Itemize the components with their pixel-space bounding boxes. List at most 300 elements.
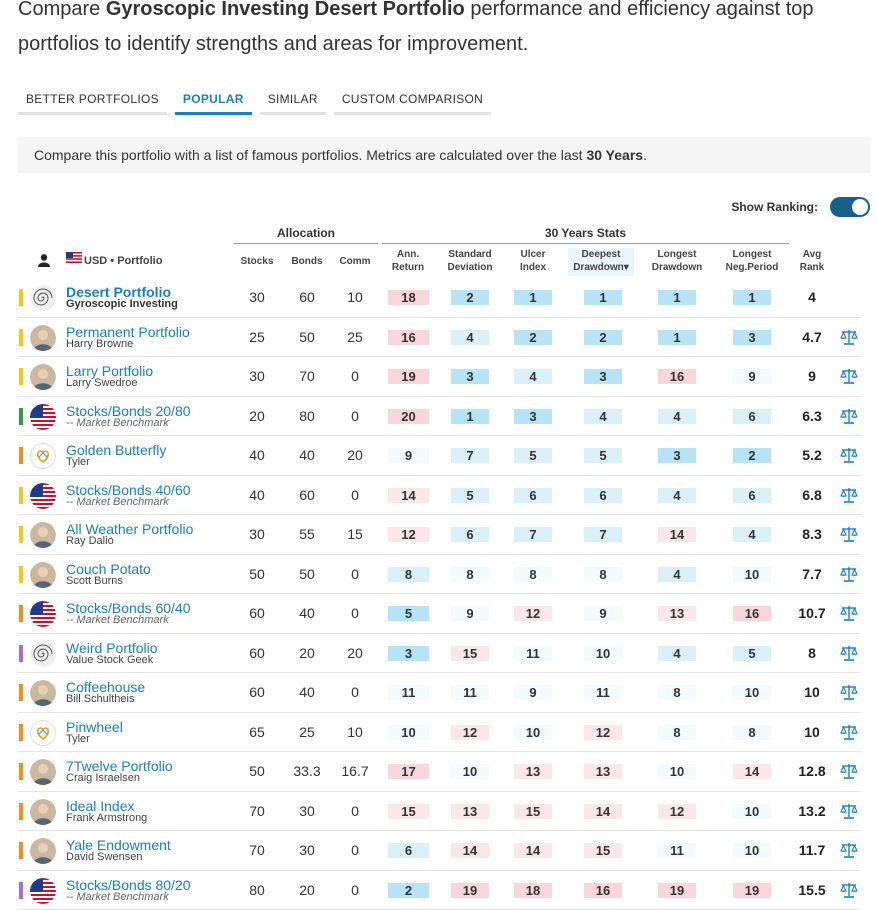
deepest-drawdown-rank: 10: [584, 646, 622, 661]
std-dev-rank: 11: [451, 685, 489, 700]
rating-bar: [19, 842, 23, 859]
info-banner: [18, 137, 870, 173]
table-header: [18, 248, 861, 280]
avg-rank-value: 4.7: [798, 318, 826, 356]
bonds-value: 60: [284, 476, 330, 514]
longest-neg-period-rank: 14: [733, 764, 771, 779]
portfolio-avatar-icon: [30, 799, 56, 825]
avg-rank-value: 10.7: [798, 594, 826, 632]
std-dev-rank: 15: [451, 646, 489, 661]
portfolio-avatar-icon: [30, 522, 56, 548]
portfolio-author: -- Market Benchmark: [66, 614, 169, 626]
avg-rank-line1: Avg: [792, 248, 832, 261]
rating-bar: [19, 289, 23, 306]
rating-bar: [19, 408, 23, 425]
ulcer-index-line1: Ulcer: [508, 248, 558, 261]
portfolio-author: Craig Israelsen: [66, 772, 140, 784]
longest-drawdown-line1: Longest: [645, 248, 709, 261]
portfolio-author: Tyler: [66, 733, 90, 745]
avg-rank-value: 15.5: [798, 871, 826, 909]
table-row: [18, 555, 861, 595]
portfolio-column-header: USD • Portfolio: [84, 255, 162, 268]
rating-bar: [19, 526, 23, 543]
tab-custom-comparison[interactable]: CUSTOM COMPARISON: [334, 90, 491, 115]
ann-return-rank: 15: [388, 804, 429, 819]
compare-scale-icon[interactable]: [840, 842, 858, 858]
ann-return-rank: 18: [388, 290, 429, 305]
rating-bar: [19, 447, 23, 464]
std-dev-rank: 7: [451, 448, 489, 463]
table-row: [18, 752, 861, 792]
deepest-drawdown-line1: Deepest: [568, 248, 634, 261]
compare-scale-icon[interactable]: [840, 605, 858, 621]
bonds-value: 40: [284, 594, 330, 632]
portfolio-author: -- Market Benchmark: [66, 891, 169, 903]
portfolio-avatar-icon: [30, 404, 56, 430]
ann-return-rank: 12: [388, 527, 429, 542]
table-row: [18, 476, 861, 516]
longest-drawdown-rank: 4: [658, 409, 696, 424]
portfolio-author: David Swensen: [66, 851, 142, 863]
std-dev-rank: 10: [451, 764, 489, 779]
rating-bar: [19, 724, 23, 741]
std-dev-rank: 9: [451, 606, 489, 621]
portfolio-name-link[interactable]: Yale Endowment: [66, 837, 171, 853]
ulcer-index-rank: 12: [514, 606, 552, 621]
table-row: [18, 673, 861, 713]
std-dev-rank: 3: [451, 369, 489, 384]
longest-drawdown-rank: 16: [658, 369, 696, 384]
toggle-knob: [852, 199, 868, 215]
comm-value: 0: [332, 792, 378, 830]
portfolio-label: Portfolio: [117, 255, 162, 267]
std-dev-rank: 1: [451, 409, 489, 424]
bonds-value: 20: [284, 871, 330, 909]
table-row: [18, 713, 861, 753]
deepest-drawdown-header[interactable]: [568, 248, 634, 276]
comm-value: 20: [332, 634, 378, 672]
portfolio-avatar-icon: [30, 443, 56, 469]
bonds-value: 50: [284, 318, 330, 356]
std-dev-rank: 6: [451, 527, 489, 542]
portfolio-avatar-icon: [30, 759, 56, 785]
longest-drawdown-header[interactable]: [645, 248, 709, 274]
portfolio-name-link[interactable]: 7Twelve Portfolio: [66, 758, 173, 774]
longest-neg-period-rank: 5: [733, 646, 771, 661]
ulcer-index-rank: 2: [514, 330, 552, 345]
portfolio-name-link[interactable]: Permanent Portfolio: [66, 324, 190, 340]
ann-return-rank: 11: [388, 685, 429, 700]
comm-value: 0: [332, 871, 378, 909]
comm-value: 20: [332, 436, 378, 474]
compare-scale-icon[interactable]: [840, 368, 858, 384]
std-dev-rank: 4: [451, 330, 489, 345]
longest-neg-period-rank: 10: [733, 567, 771, 582]
portfolio-name-link[interactable]: Stocks/Bonds 40/60: [66, 482, 191, 498]
stocks-value: 30: [234, 278, 280, 316]
portfolio-author: Ray Dalio: [66, 535, 114, 547]
longest-drawdown-rank: 1: [658, 330, 696, 345]
ulcer-index-rank: 13: [514, 764, 552, 779]
longest-drawdown-rank: 4: [658, 488, 696, 503]
deepest-drawdown-rank: 5: [584, 448, 622, 463]
user-icon: [38, 254, 50, 267]
ann-return-rank: 2: [388, 883, 429, 898]
portfolio-avatar-icon: [30, 285, 56, 311]
deepest-drawdown-rank: 2: [584, 330, 622, 345]
ulcer-index-rank: 15: [514, 804, 552, 819]
std-dev-line2: Deviation: [440, 261, 500, 274]
compare-scale-icon[interactable]: [840, 763, 858, 779]
portfolio-author: Bill Schultheis: [66, 693, 134, 705]
std-dev-rank: 14: [451, 843, 489, 858]
comm-value: 0: [332, 357, 378, 395]
portfolio-avatar-icon: [30, 680, 56, 706]
comm-value: 15: [332, 515, 378, 553]
show-ranking-toggle[interactable]: [830, 197, 870, 217]
ulcer-index-rank: 18: [514, 883, 552, 898]
intro-portfolio-name: Gyroscopic Investing Desert Portfolio: [106, 0, 465, 20]
avg-rank-value: 6.8: [798, 476, 826, 514]
table-row: [18, 318, 861, 358]
ann-return-line2: Return: [383, 261, 433, 274]
comm-value: 10: [332, 713, 378, 751]
longest-drawdown-rank: 12: [658, 804, 696, 819]
longest-neg-period-rank: 8: [733, 725, 771, 740]
portfolio-author: Larry Swedroe: [66, 377, 138, 389]
table-row: [18, 871, 861, 910]
longest-drawdown-rank: 8: [658, 725, 696, 740]
portfolio-name-link[interactable]: Pinwheel: [66, 719, 123, 735]
comm-value: 10: [332, 278, 378, 316]
ann-return-rank: 9: [388, 448, 429, 463]
longest-drawdown-rank: 4: [658, 567, 696, 582]
portfolio-avatar-icon: [30, 483, 56, 509]
portfolio-name-link[interactable]: Stocks/Bonds 20/80: [66, 403, 191, 419]
rating-bar: [19, 487, 23, 504]
stocks-value: 65: [234, 713, 280, 751]
rating-bar: [19, 566, 23, 583]
longest-neg-period-line2: Neg.Period: [718, 261, 786, 274]
stocks-value: 60: [234, 673, 280, 711]
bonds-value: 55: [284, 515, 330, 553]
deepest-drawdown-rank: 7: [584, 527, 622, 542]
longest-neg-period-rank: 10: [733, 804, 771, 819]
longest-neg-period-rank: 1: [733, 290, 771, 305]
portfolio-avatar-icon: [30, 641, 56, 667]
avg-rank-value: 4: [798, 278, 826, 316]
stocks-value: 40: [234, 436, 280, 474]
comm-value: 0: [332, 831, 378, 869]
longest-neg-period-rank: 2: [733, 448, 771, 463]
ann-return-line1: Ann.: [383, 248, 433, 261]
longest-neg-period-header[interactable]: [718, 248, 786, 274]
compare-scale-icon[interactable]: [840, 526, 858, 542]
portfolio-avatar-icon: [30, 601, 56, 627]
show-ranking-label: Show Ranking:: [731, 200, 818, 214]
std-dev-rank: 12: [451, 725, 489, 740]
ulcer-index-rank: 11: [514, 646, 552, 661]
bonds-value: 30: [284, 831, 330, 869]
comm-value: 0: [332, 594, 378, 632]
longest-neg-period-rank: 10: [733, 685, 771, 700]
portfolio-avatar-icon: [30, 562, 56, 588]
avg-rank-value: 13.2: [798, 792, 826, 830]
ulcer-index-rank: 4: [514, 369, 552, 384]
portfolio-name-link[interactable]: All Weather Portfolio: [66, 521, 193, 537]
ulcer-index-rank: 14: [514, 843, 552, 858]
bonds-value: 25: [284, 713, 330, 751]
stocks-value: 50: [234, 555, 280, 593]
table-row: [18, 792, 861, 832]
deepest-drawdown-rank: 13: [584, 764, 622, 779]
portfolio-author: Harry Browne: [66, 338, 133, 350]
us-flag-icon: [66, 252, 82, 263]
allocation-group-header: Allocation: [234, 226, 378, 244]
bonds-value: 40: [284, 673, 330, 711]
ann-return-rank: 17: [388, 764, 429, 779]
deepest-drawdown-rank: 12: [584, 725, 622, 740]
deepest-drawdown-rank: 1: [584, 290, 622, 305]
compare-scale-icon[interactable]: [840, 408, 858, 424]
portfolio-name-link[interactable]: Coffeehouse: [66, 679, 145, 695]
tab-popular[interactable]: POPULAR: [175, 90, 252, 115]
deepest-drawdown-line2: Drawdown▾: [568, 261, 634, 274]
longest-neg-period-rank: 9: [733, 369, 771, 384]
longest-drawdown-rank: 19: [658, 883, 696, 898]
longest-neg-period-rank: 4: [733, 527, 771, 542]
deepest-drawdown-rank: 11: [584, 685, 622, 700]
ulcer-index-header[interactable]: [508, 248, 558, 274]
compare-scale-icon[interactable]: [840, 566, 858, 582]
compare-scale-icon[interactable]: [840, 803, 858, 819]
stocks-value: 70: [234, 792, 280, 830]
stocks-value: 30: [234, 357, 280, 395]
std-dev-rank: 8: [451, 567, 489, 582]
ann-return-rank: 20: [388, 409, 429, 424]
bonds-value: 30: [284, 792, 330, 830]
tab-similar[interactable]: SIMILAR: [260, 90, 326, 115]
ulcer-index-rank: 8: [514, 567, 552, 582]
longest-drawdown-rank: 1: [658, 290, 696, 305]
table-row: [18, 278, 861, 318]
info-end: .: [643, 147, 647, 163]
rating-bar: [19, 368, 23, 385]
ulcer-index-rank: 6: [514, 488, 552, 503]
comm-value: 25: [332, 318, 378, 356]
stocks-value: 70: [234, 831, 280, 869]
tab-better-portfolios[interactable]: BETTER PORTFOLIOS: [18, 90, 167, 115]
stocks-value: 80: [234, 871, 280, 909]
deepest-drawdown-rank: 8: [584, 567, 622, 582]
intro-text: [18, 0, 858, 62]
longest-neg-period-line1: Longest: [718, 248, 786, 261]
deepest-drawdown-rank: 9: [584, 606, 622, 621]
show-ranking: [731, 197, 870, 217]
portfolio-name-link[interactable]: Stocks/Bonds 60/40: [66, 600, 191, 616]
rating-bar: [19, 882, 23, 899]
portfolio-avatar-icon: [30, 878, 56, 904]
ann-return-rank: 19: [388, 369, 429, 384]
stocks-value: 60: [234, 634, 280, 672]
compare-scale-icon[interactable]: [840, 684, 858, 700]
comm-value: 0: [332, 673, 378, 711]
avg-rank-value: 8.3: [798, 515, 826, 553]
avg-rank-value: 7.7: [798, 555, 826, 593]
table-row: [18, 436, 861, 476]
longest-drawdown-rank: 14: [658, 527, 696, 542]
comm-header[interactable]: Comm: [332, 255, 378, 268]
stocks-value: 60: [234, 594, 280, 632]
table-row: [18, 397, 861, 437]
deepest-drawdown-rank: 4: [584, 409, 622, 424]
longest-drawdown-rank: 11: [658, 843, 696, 858]
rating-bar: [19, 329, 23, 346]
std-dev-line1: Standard: [440, 248, 500, 261]
ann-return-header[interactable]: [383, 248, 433, 274]
portfolio-name-link[interactable]: Desert Portfolio: [66, 284, 171, 300]
avg-rank-value: 5.2: [798, 436, 826, 474]
portfolio-author: Frank Armstrong: [66, 812, 147, 824]
ulcer-index-line2: Index: [508, 261, 558, 274]
rating-bar: [19, 763, 23, 780]
avg-rank-line2: Rank: [792, 261, 832, 274]
longest-neg-period-rank: 6: [733, 409, 771, 424]
deepest-drawdown-rank: 14: [584, 804, 622, 819]
avg-rank-value: 12.8: [798, 752, 826, 790]
bonds-value: 70: [284, 357, 330, 395]
portfolio-name-link[interactable]: Weird Portfolio: [66, 640, 158, 656]
table-row: [18, 515, 861, 555]
ulcer-index-rank: 5: [514, 448, 552, 463]
comm-value: 16.7: [332, 752, 378, 790]
longest-neg-period-rank: 3: [733, 330, 771, 345]
longest-neg-period-rank: 16: [733, 606, 771, 621]
portfolio-name-link[interactable]: Couch Potato: [66, 561, 151, 577]
avg-rank-value: 11.7: [798, 831, 826, 869]
table-row: [18, 594, 861, 634]
comm-value: 0: [332, 555, 378, 593]
bonds-value: 60: [284, 278, 330, 316]
deepest-drawdown-rank: 15: [584, 843, 622, 858]
intro-post: performance and efficiency against top portfolios to identify strengths and areas for improvement.: [18, 0, 814, 55]
ulcer-index-rank: 7: [514, 527, 552, 542]
avg-rank-value: 8: [798, 634, 826, 672]
bonds-value: 80: [284, 397, 330, 435]
stocks-value: 30: [234, 515, 280, 553]
rating-bar: [19, 645, 23, 662]
longest-drawdown-rank: 3: [658, 448, 696, 463]
longest-drawdown-rank: 13: [658, 606, 696, 621]
table-row: [18, 357, 861, 397]
ann-return-rank: 14: [388, 488, 429, 503]
bonds-value: 20: [284, 634, 330, 672]
ulcer-index-rank: 9: [514, 685, 552, 700]
table-row: [18, 831, 861, 871]
std-dev-rank: 19: [451, 883, 489, 898]
compare-scale-icon[interactable]: [840, 487, 858, 503]
portfolio-table-body: [18, 278, 861, 910]
compare-scale-icon[interactable]: [840, 724, 858, 740]
stocks-value: 40: [234, 476, 280, 514]
comm-value: 0: [332, 476, 378, 514]
bonds-value: 33.3: [284, 752, 330, 790]
portfolio-name-link[interactable]: Golden Butterfly: [66, 442, 166, 458]
portfolio-author: -- Market Benchmark: [66, 417, 169, 429]
portfolio-avatar-icon: [30, 838, 56, 864]
stocks-header[interactable]: Stocks: [234, 255, 280, 268]
std-dev-rank: 13: [451, 804, 489, 819]
ann-return-rank: 3: [388, 646, 429, 661]
portfolio-name-link[interactable]: Stocks/Bonds 80/20: [66, 877, 191, 893]
compare-scale-icon[interactable]: [840, 329, 858, 345]
info-period: 30 Years: [586, 147, 643, 163]
longest-drawdown-rank: 10: [658, 764, 696, 779]
ulcer-index-rank: 3: [514, 409, 552, 424]
portfolio-author: Tyler: [66, 456, 90, 468]
ann-return-rank: 5: [388, 606, 429, 621]
ulcer-index-rank: 1: [514, 290, 552, 305]
rating-bar: [19, 803, 23, 820]
portfolio-name-link[interactable]: Larry Portfolio: [66, 363, 153, 379]
portfolio-author: Scott Burns: [66, 575, 123, 587]
currency-label: USD: [84, 255, 107, 267]
compare-scale-icon[interactable]: [840, 447, 858, 463]
comparison-tabs: [18, 90, 491, 115]
comm-value: 0: [332, 397, 378, 435]
avg-rank-value: 9: [798, 357, 826, 395]
stats-group-header: 30 Years Stats: [382, 226, 789, 244]
avg-rank-value: 6.3: [798, 397, 826, 435]
ann-return-rank: 8: [388, 567, 429, 582]
rating-bar: [19, 684, 23, 701]
avg-rank-header[interactable]: [792, 248, 832, 274]
table-row: [18, 634, 861, 674]
std-dev-rank: 2: [451, 290, 489, 305]
std-dev-rank: 5: [451, 488, 489, 503]
compare-scale-icon[interactable]: [840, 645, 858, 661]
ann-return-rank: 16: [388, 330, 429, 345]
longest-neg-period-rank: 19: [733, 883, 771, 898]
portfolio-avatar-icon: [30, 364, 56, 390]
deepest-drawdown-rank: 3: [584, 369, 622, 384]
portfolio-avatar-icon: [30, 325, 56, 351]
portfolio-author: -- Market Benchmark: [66, 496, 169, 508]
portfolio-name-link[interactable]: Ideal Index: [66, 798, 135, 814]
portfolio-author: Value Stock Geek: [66, 654, 153, 666]
compare-scale-icon[interactable]: [840, 882, 858, 898]
stocks-value: 25: [234, 318, 280, 356]
bonds-value: 40: [284, 436, 330, 474]
bonds-header[interactable]: Bonds: [284, 255, 330, 268]
portfolio-avatar-icon: [30, 720, 56, 746]
avg-rank-value: 10: [798, 713, 826, 751]
ulcer-index-rank: 10: [514, 725, 552, 740]
stocks-value: 20: [234, 397, 280, 435]
std-dev-header[interactable]: [440, 248, 500, 274]
longest-drawdown-rank: 4: [658, 646, 696, 661]
longest-drawdown-rank: 8: [658, 685, 696, 700]
ann-return-rank: 10: [388, 725, 429, 740]
deepest-drawdown-rank: 6: [584, 488, 622, 503]
portfolio-author: Gyroscopic Investing: [66, 298, 178, 310]
ann-return-rank: 6: [388, 843, 429, 858]
avg-rank-value: 10: [798, 673, 826, 711]
info-text: Compare this portfolio with a list of famous portfolios. Metrics are calculated over the last: [34, 147, 586, 163]
longest-neg-period-rank: 10: [733, 843, 771, 858]
bonds-value: 50: [284, 555, 330, 593]
longest-drawdown-line2: Drawdown: [645, 261, 709, 274]
